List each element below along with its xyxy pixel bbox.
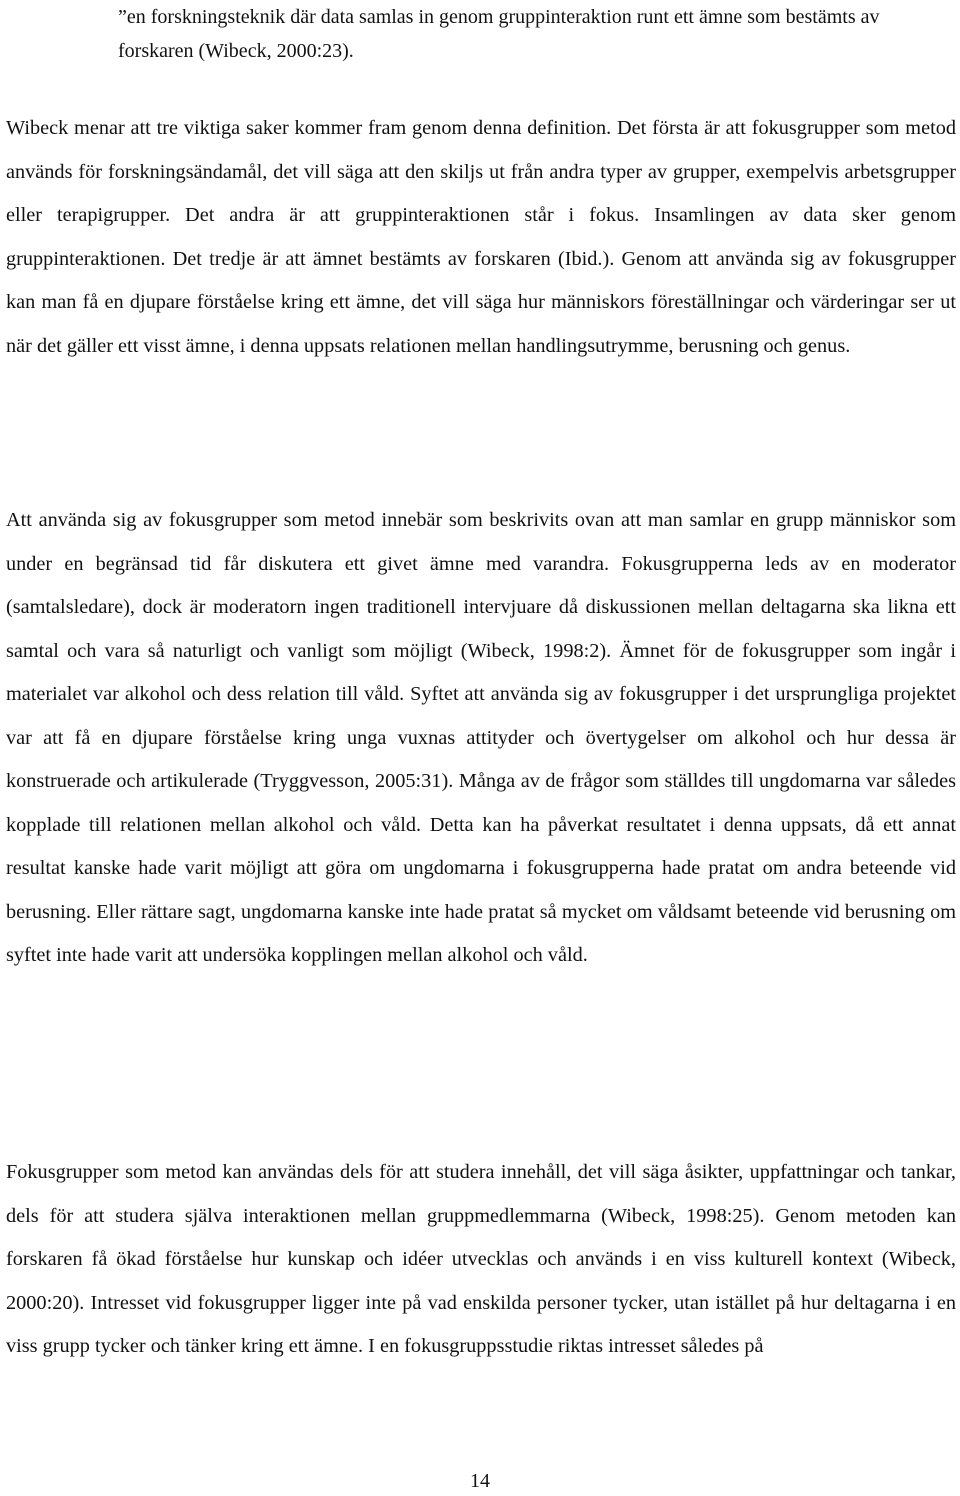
page-number: 14 <box>470 1470 490 1492</box>
paragraph-3: Fokusgrupper som metod kan användas dels för att studera innehåll, det vill säga åsikter, uppfattningar och tankar, dels för att studera själva interaktionen mellan gruppmedlemmarna (Wibeck, 1998:25). Genom metoden kan forskaren få ökad förståelse hur kunskap och idéer utvecklas och används i en viss kulturell kontext (Wibeck, 2000:20). Intresset vid fokusgrupper ligger inte på vad enskilda personer tycker, utan istället på hur deltagarna i en viss grupp tycker och tänker kring ett ämne. I en fokusgruppsstudie riktas intresset således på <box>6 1161 956 1357</box>
paragraph-2: Att använda sig av fokusgrupper som metod innebär som beskrivits ovan att man samlar en grupp människor som under en begränsad tid får diskutera ett givet ämne med varandra. Fokusgrupperna leds av en moderator (samtalsledare), dock är moderatorn ingen traditionell intervjuare då diskussionen mellan deltagarna ska likna ett samtal och vara så naturligt och vanligt som möjligt (Wibeck, 1998:2). Ämnet för de fokusgrupper som ingår i materialet var alkohol och dess relation till våld. Syftet att använda sig av fokusgrupper i det ursprungliga projektet var att få en djupare förståelse kring unga vuxnas attityder och övertygelser om alkohol och hur dessa är konstruerade och artikulerade (Tryggvesson, 2005:31). Många av de frågor som ställdes till ungdomarna var således kopplade till relationen mellan alkohol och våld. Detta kan ha påverkat resultatet i denna uppsats, då ett annat resultat kanske hade varit möjligt att göra om ungdomarna i fokusgrupperna hade pratat om andra beteende vid berusning. Eller rättare sagt, ungdomarna kanske inte hade pratat så mycket om våldsamt beteende vid berusning om syftet inte hade varit att undersöka kopplingen mellan alkohol och våld. <box>6 509 956 966</box>
paragraph-1: Wibeck menar att tre viktiga saker kommer fram genom denna definition. Det första är att fokusgrupper som metod används för forskningsändamål, det vill säga att den skiljs ut från andra typer av grupper, exempelvis arbetsgrupper eller terapigrupper. Det andra är att gruppinteraktionen står i fokus. Insamlingen av data sker genom gruppinteraktionen. Det tredje är att ämnet bestämts av forskaren (Ibid.). Genom att använda sig av fokusgrupper kan man få en djupare förståelse kring ett ämne, det vill säga hur människors föreställningar och värderingar ser ut när det gäller ett visst ämne, i denna uppsats relationen mellan handlingsutrymme, berusning och genus. <box>6 117 956 357</box>
block-quote: ”en forskningsteknik där data samlas in genom gruppinteraktion runt ett ämne som bestämts av forskaren (Wibeck, 2000:23). <box>118 6 880 62</box>
